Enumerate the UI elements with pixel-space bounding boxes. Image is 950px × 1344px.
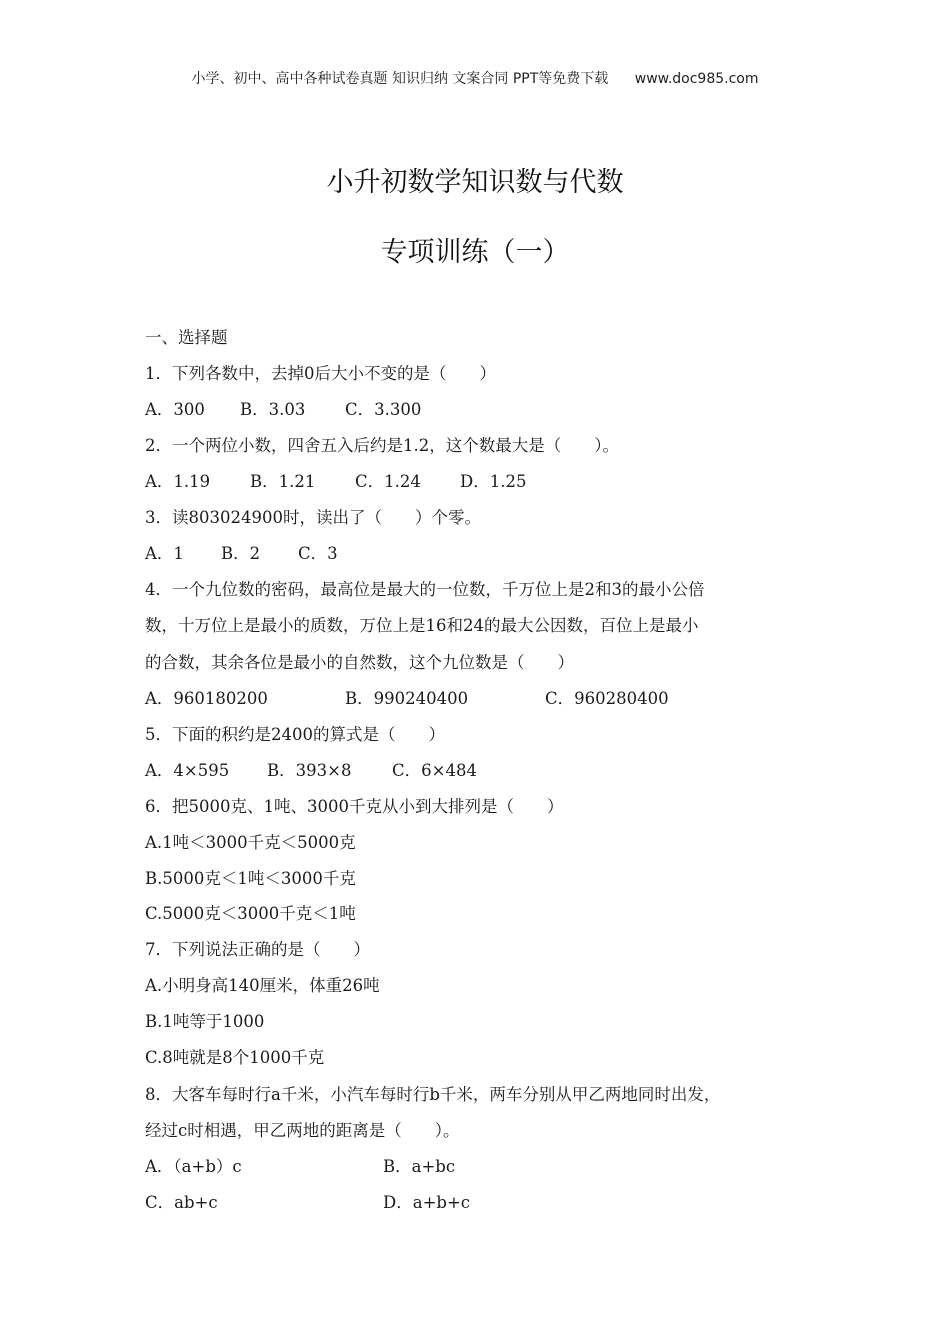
q6-stem: 6．把5000克、1吨、3000千克从小到大排列是（ ）: [145, 797, 564, 816]
q2-option-d: D．1.25: [460, 472, 527, 491]
q8-option-c: C．ab+c: [145, 1193, 218, 1212]
q6-option-b: B.5000克＜1吨＜3000千克: [145, 869, 356, 888]
q4-stem-line-1: 4．一个九位数的密码，最高位是最大的一位数，千万位上是2和3的最小公倍: [145, 580, 705, 599]
header-site[interactable]: www.doc985.com: [634, 71, 759, 87]
q5-option-b: B．393×8: [267, 761, 352, 780]
q8-stem-line-1: 8．大客车每时行a千米，小汽车每时行b千米，两车分别从甲乙两地同时出发，: [145, 1085, 721, 1104]
q4-stem-line-3: 的合数，其余各位是最小的自然数，这个九位数是（ ）: [145, 653, 574, 672]
header-text: 小学、初中、高中各种试卷真题 知识归纳 文案合同 PPT等免费下载: [191, 71, 609, 87]
q4-options: [145, 687, 845, 711]
q7-stem: 7．下列说法正确的是（ ）: [145, 940, 370, 959]
q3-stem: 3．读803024900时，读出了（ ）个零。: [145, 508, 481, 527]
q4-option-b: B．990240400: [345, 689, 469, 708]
q1-stem: 1．下列各数中，去掉0后大小不变的是（ ）: [145, 364, 496, 383]
q1-option-c: C．3.300: [345, 400, 422, 419]
q2-stem: 2．一个两位小数，四舍五入后约是1.2，这个数最大是（ ）。: [145, 436, 619, 455]
q8-option-a: A．（a+b）c: [145, 1157, 242, 1176]
q4-option-a: A．960180200: [145, 689, 268, 708]
q4-stem-line-2: 数，十万位上是最小的质数，万位上是16和24的最大公因数，百位上是最小: [145, 616, 699, 635]
q8-stem-line-2: 经过c时相遇，甲乙两地的距离是（ ）。: [145, 1121, 460, 1140]
page-subtitle: 专项训练（一）: [380, 237, 570, 268]
page-title: 小升初数学知识数与代数: [326, 167, 624, 198]
q3-option-a: A．1: [145, 544, 184, 563]
q8-options-row-1: [145, 1155, 845, 1179]
q2-option-c: C．1.24: [355, 472, 421, 491]
q8-option-d: D．a+b+c: [383, 1193, 471, 1212]
q7-option-b: B.1吨等于1000: [145, 1012, 265, 1031]
q8-options-row-2: [145, 1191, 845, 1215]
q1-option-a: A．300: [145, 400, 205, 419]
q3-option-b: B．2: [221, 544, 261, 563]
q5-option-a: A．4×595: [145, 761, 230, 780]
q8-option-b: B．a+bc: [383, 1157, 456, 1176]
q4-option-c: C．960280400: [545, 689, 669, 708]
q3-option-c: C．3: [298, 544, 338, 563]
q6-option-c: C.5000克＜3000千克＜1吨: [145, 904, 356, 923]
q1-option-b: B．3.03: [240, 400, 306, 419]
q2-option-b: B．1.21: [250, 472, 316, 491]
section-heading: 一、选择题: [145, 328, 228, 347]
q1-options: [145, 398, 845, 422]
q2-option-a: A．1.19: [145, 472, 211, 491]
q7-option-c: C.8吨就是8个1000千克: [145, 1048, 325, 1067]
q5-stem: 5．下面的积约是2400的算式是（ ）: [145, 725, 445, 744]
q5-options: [145, 759, 845, 783]
page-header: [0, 68, 950, 88]
q7-option-a: A.小明身高140厘米，体重26吨: [145, 976, 380, 995]
q3-options: [145, 542, 845, 566]
q2-options: [145, 470, 845, 494]
q5-option-c: C．6×484: [392, 761, 477, 780]
q6-option-a: A.1吨＜3000千克＜5000克: [145, 833, 356, 852]
